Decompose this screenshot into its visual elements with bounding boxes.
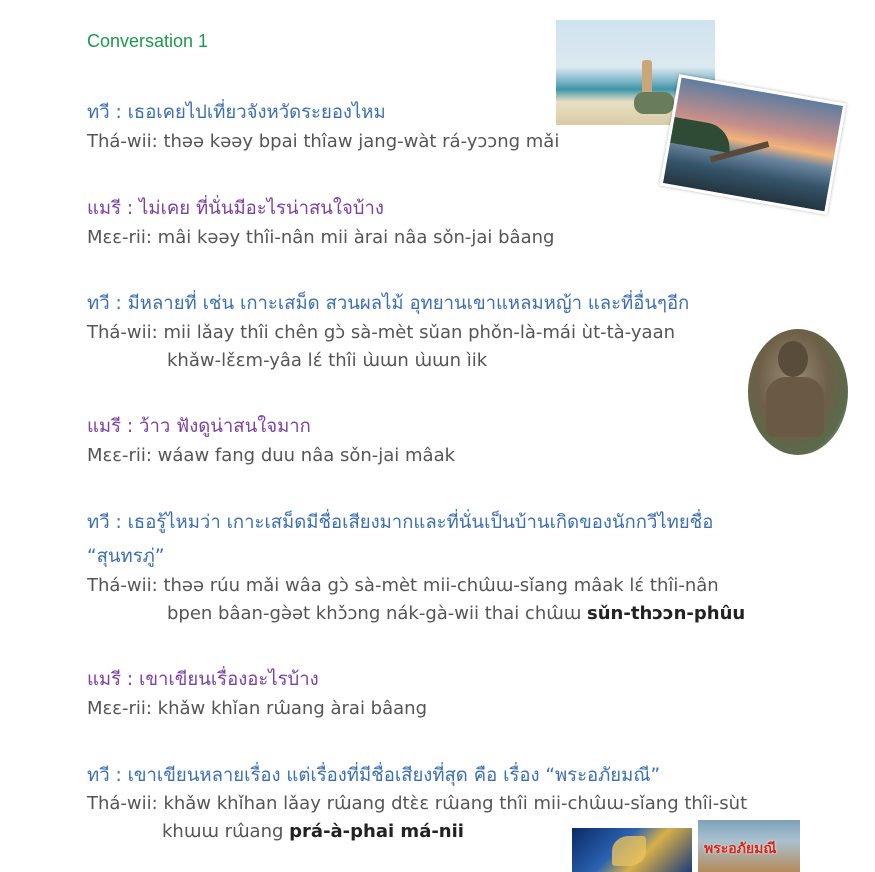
- transliteration-line: Thá-wii: thəə rúu mǎi wâa gɔ̀ sà-mèt mii-chɯ̂ɯ-sǐang mâak lɛ́ thîi-nân: [87, 575, 719, 596]
- thai-line: แมรี : ไม่เคย ที่นั่นมีอะไรน่าสนใจบ้าง: [87, 198, 384, 219]
- thai-line: ทวี : เธอรู้ไหมว่า เกาะเสม็ดมีชื่อเสียงมากและที่นั่นเป็นบ้านเกิดของนักกวีไทยชื่อ: [87, 512, 714, 533]
- thai-line-continued: “สุนทรภู่”: [87, 546, 165, 567]
- transliteration-line-continued: [162, 821, 464, 842]
- conversation-title: Conversation 1: [87, 31, 209, 51]
- book-cover-phra-aphai-mani: [698, 820, 800, 872]
- transliteration-line: Mɛɛ-rii: mâi kəəy thîi-nân mii àrai nâa sǒn-jai bâang: [87, 227, 555, 248]
- poet-statue-photo: [748, 329, 848, 455]
- poet-name-bold: sǔn-thɔɔn-phûu: [587, 603, 746, 624]
- thai-line: แมรี : เขาเขียนเรื่องอะไรบ้าง: [87, 669, 319, 690]
- sunset-pier-photo: [659, 74, 846, 215]
- transliteration-line: Thá-wii: mii lǎay thîi chên gɔ̀ sà-mèt sǔan phǒn-là-mái ùt-tà-yaan: [87, 322, 676, 343]
- thai-line: ทวี : เธอเคยไปเที่ยวจังหวัดระยองไหม: [87, 102, 386, 123]
- transliteration-line-continued: khǎw-lɛ̌ɛm-yâa lɛ́ thîi ɯ̀ɯn ɯ̀ɯn ìik: [167, 350, 488, 371]
- transliteration-line: Mɛɛ-rii: wáaw fang duu nâa sǒn-jai mâak: [87, 445, 456, 466]
- thai-line: ทวี : มีหลายที่ เช่น เกาะเสม็ด สวนผลไม้ อุทยานเขาแหลมหญ้า และที่อื่นๆอีก: [87, 293, 690, 314]
- book-cover-image: [572, 828, 692, 872]
- book-cover-title: พระอภัยมณี: [704, 841, 777, 857]
- transliteration-line-continued: [167, 603, 745, 624]
- story-title-bold: prá-à-phai má-nii: [289, 821, 464, 842]
- transliteration-line: Mɛɛ-rii: khǎw khǐan rɯ̂ang àrai bâang: [87, 698, 427, 719]
- thai-line: ทวี : เขาเขียนหลายเรื่อง แต่เรื่องที่มีชื่อเสียงที่สุด คือ เรื่อง “พระอภัยมณี”: [87, 765, 661, 786]
- transliteration-line: Thá-wii: thəə kəəy bpai thîaw jang-wàt rá-yɔɔng mǎi: [87, 131, 560, 152]
- transliteration-text: khɯɯ rɯ̂ang: [162, 821, 290, 842]
- thai-line: แมรี : ว้าว ฟังดูน่าสนใจมาก: [87, 416, 311, 437]
- transliteration-line: Thá-wii: khǎw khǐhan lǎay rɯ̂ang dtɛ̀ɛ rɯ̂ang thîi mii-chɯ̂ɯ-sǐang thîi-sùt: [87, 793, 748, 814]
- transliteration-text: bpen bâan-gə̀ət khɔ̌ɔng nák-gà-wii thai chɯ̂ɯ: [167, 603, 588, 624]
